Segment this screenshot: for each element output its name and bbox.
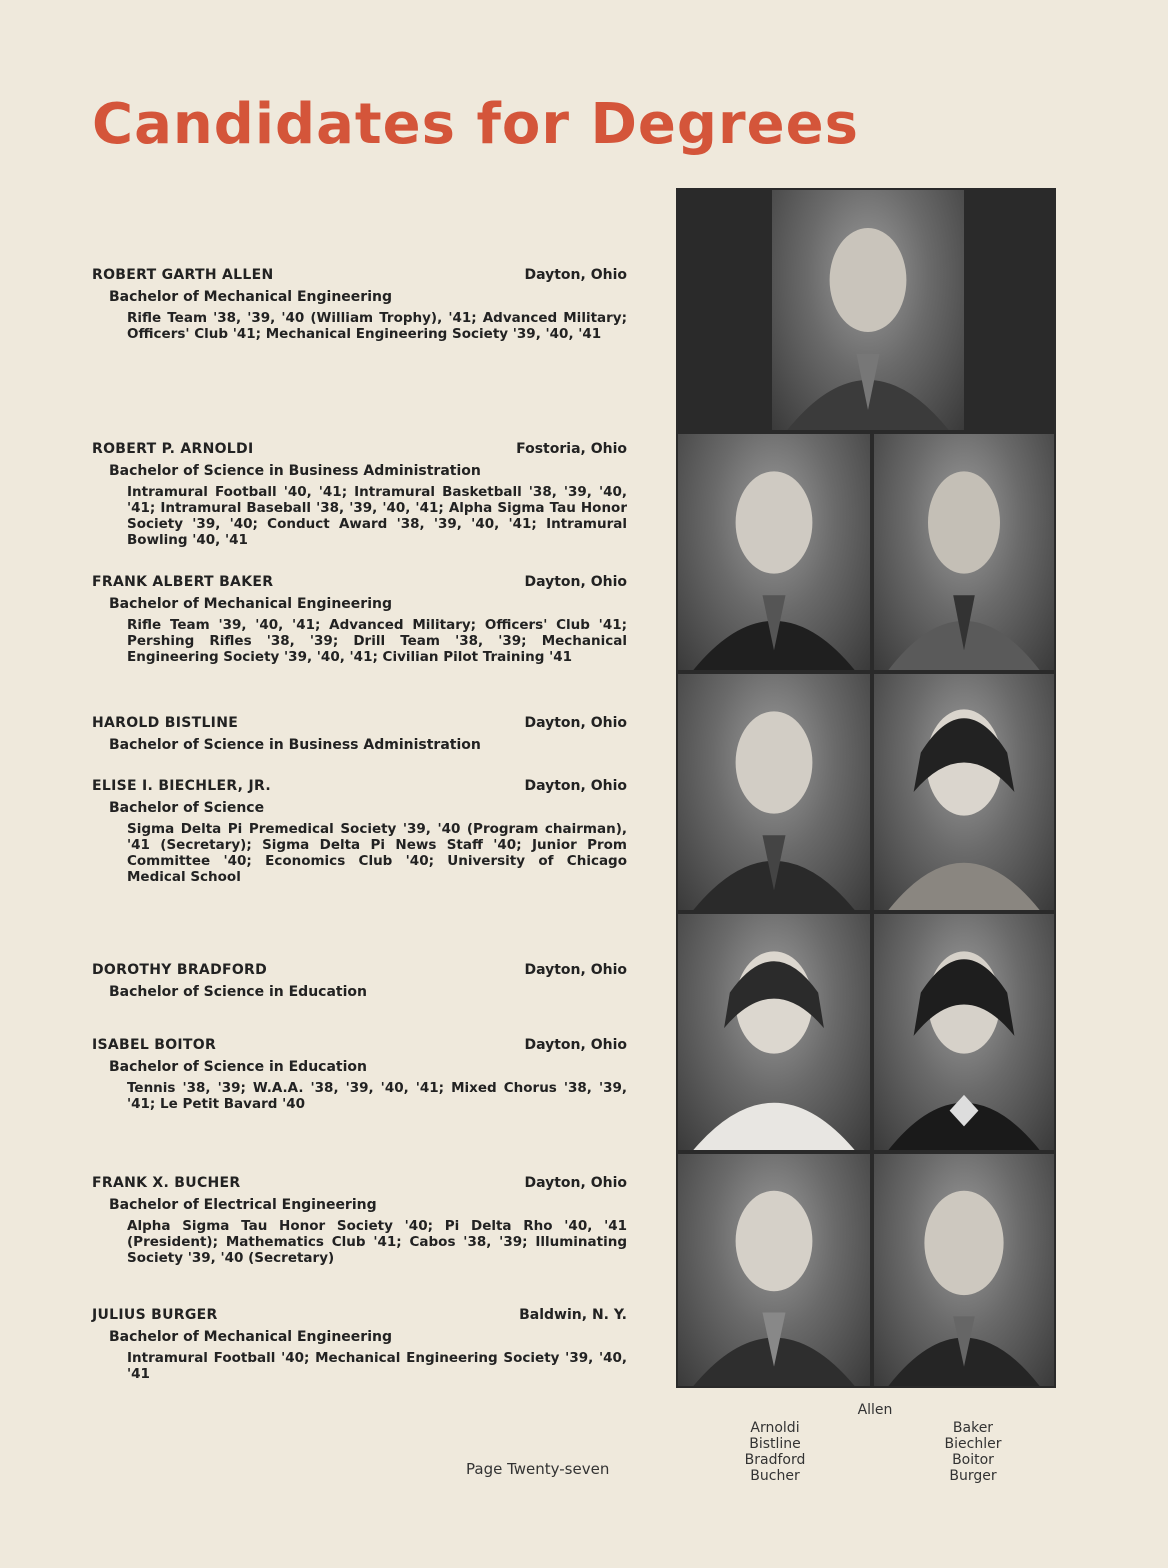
candidate-entry-arnoldi [92,440,627,548]
candidate-name: FRANK X. BUCHER [92,1175,241,1191]
portrait-captions-right [918,1420,1028,1484]
portrait-photo-boitor [874,914,1054,1150]
candidate-hometown: Dayton, Ohio [524,778,627,794]
candidate-entry-bistline [92,714,627,755]
candidate-name: DOROTHY BRADFORD [92,962,268,978]
portrait-photo-allen [772,190,964,430]
candidate-entry-bradford [92,961,627,1002]
candidate-name: HAROLD BISTLINE [92,715,239,731]
caption-name: Biechler [944,1436,1002,1452]
candidate-entry-bucher [92,1174,627,1266]
candidate-degree: Bachelor of Electrical Engineering [109,1197,377,1213]
caption-name: Bradford [744,1452,806,1468]
candidate-activities: Alpha Sigma Tau Honor Society '40; Pi Delta Rho '40, '41 (President); Mathematics Club '41; Cabos '38, '39; Illuminating Society '39, '40 (Secretary) [127,1218,627,1266]
portrait-photo-arnoldi [678,434,870,670]
candidate-hometown: Dayton, Ohio [524,715,627,731]
caption-name: Boitor [952,1452,994,1468]
portrait-photo-bradford [678,914,870,1150]
candidate-hometown: Dayton, Ohio [524,574,627,590]
candidate-hometown: Fostoria, Ohio [516,441,627,457]
candidate-name: JULIUS BURGER [92,1307,218,1323]
caption-name: Arnoldi [750,1420,800,1436]
candidate-degree: Bachelor of Science in Education [109,984,367,1000]
portrait-photo-baker [874,434,1054,670]
candidate-degree: Bachelor of Mechanical Engineering [109,1329,392,1345]
candidate-hometown: Dayton, Ohio [524,962,627,978]
candidate-degree: Bachelor of Science in Business Administration [109,737,481,753]
candidate-hometown: Dayton, Ohio [524,1175,627,1191]
candidate-activities: Sigma Delta Pi Premedical Society '39, '40 (Program chairman), '41 (Secretary); Sigma Delta Pi News Staff '40; Junior Prom Committee '40; Economics Club '40; University of Chicago Medical School [127,821,627,885]
candidate-entry-boitor [92,1036,627,1112]
candidate-entry-burger [92,1306,627,1382]
candidate-activities: Intramural Football '40, '41; Intramural Basketball '38, '39, '40, '41; Intramural Baseball '38, '39, '40, '41; Alpha Sigma Tau Honor Society '39, '40; Conduct Award '38, '39, '40, '41; Intramural Bowling '40, '41 [127,484,627,548]
candidate-name: ROBERT P. ARNOLDI [92,441,254,457]
candidate-name: FRANK ALBERT BAKER [92,574,274,590]
candidate-name: ISABEL BOITOR [92,1037,217,1053]
candidate-name: ELISE I. BIECHLER, JR. [92,778,271,794]
candidate-name: ROBERT GARTH ALLEN [92,267,274,283]
candidate-degree: Bachelor of Science in Business Administration [109,463,481,479]
caption-name: Burger [949,1468,997,1484]
caption-name: Baker [952,1420,994,1436]
candidate-degree: Bachelor of Mechanical Engineering [109,596,392,612]
portrait-grid [676,188,1056,1388]
portrait-photo-biechler [874,674,1054,910]
candidate-hometown: Dayton, Ohio [524,1037,627,1053]
candidate-entry-allen [92,266,627,342]
candidate-degree: Bachelor of Mechanical Engineering [109,289,392,305]
page-number: Page Twenty-seven [466,1460,610,1478]
page-title: Candidates for Degrees [92,92,859,157]
portrait-caption-top: Allen [857,1402,893,1418]
caption-name: Bucher [750,1468,800,1484]
candidate-entry-biechler [92,777,627,885]
candidate-activities: Tennis '38, '39; W.A.A. '38, '39, '40, '41; Mixed Chorus '38, '39, '41; Le Petit Bavard '40 [127,1080,627,1112]
candidate-degree: Bachelor of Science in Education [109,1059,367,1075]
candidate-activities: Intramural Football '40; Mechanical Engineering Society '39, '40, '41 [127,1350,627,1382]
portrait-captions-left [720,1420,830,1484]
candidate-hometown: Baldwin, N. Y. [519,1307,627,1323]
candidate-hometown: Dayton, Ohio [524,267,627,283]
portrait-photo-bucher [678,1154,870,1386]
candidate-entry-baker [92,573,627,665]
caption-name: Bistline [749,1436,801,1452]
portrait-photo-burger [874,1154,1054,1386]
candidate-activities: Rifle Team '38, '39, '40 (William Trophy), '41; Advanced Military; Officers' Club '41; Mechanical Engineering Society '39, '40, '41 [127,310,627,342]
candidate-activities: Rifle Team '39, '40, '41; Advanced Military; Officers' Club '41; Pershing Rifles '38, '39; Drill Team '38, '39; Mechanical Engineering Society '39, '40, '41; Civilian Pilot Training '41 [127,617,627,665]
portrait-photo-bistline [678,674,870,910]
candidate-degree: Bachelor of Science [109,800,265,816]
